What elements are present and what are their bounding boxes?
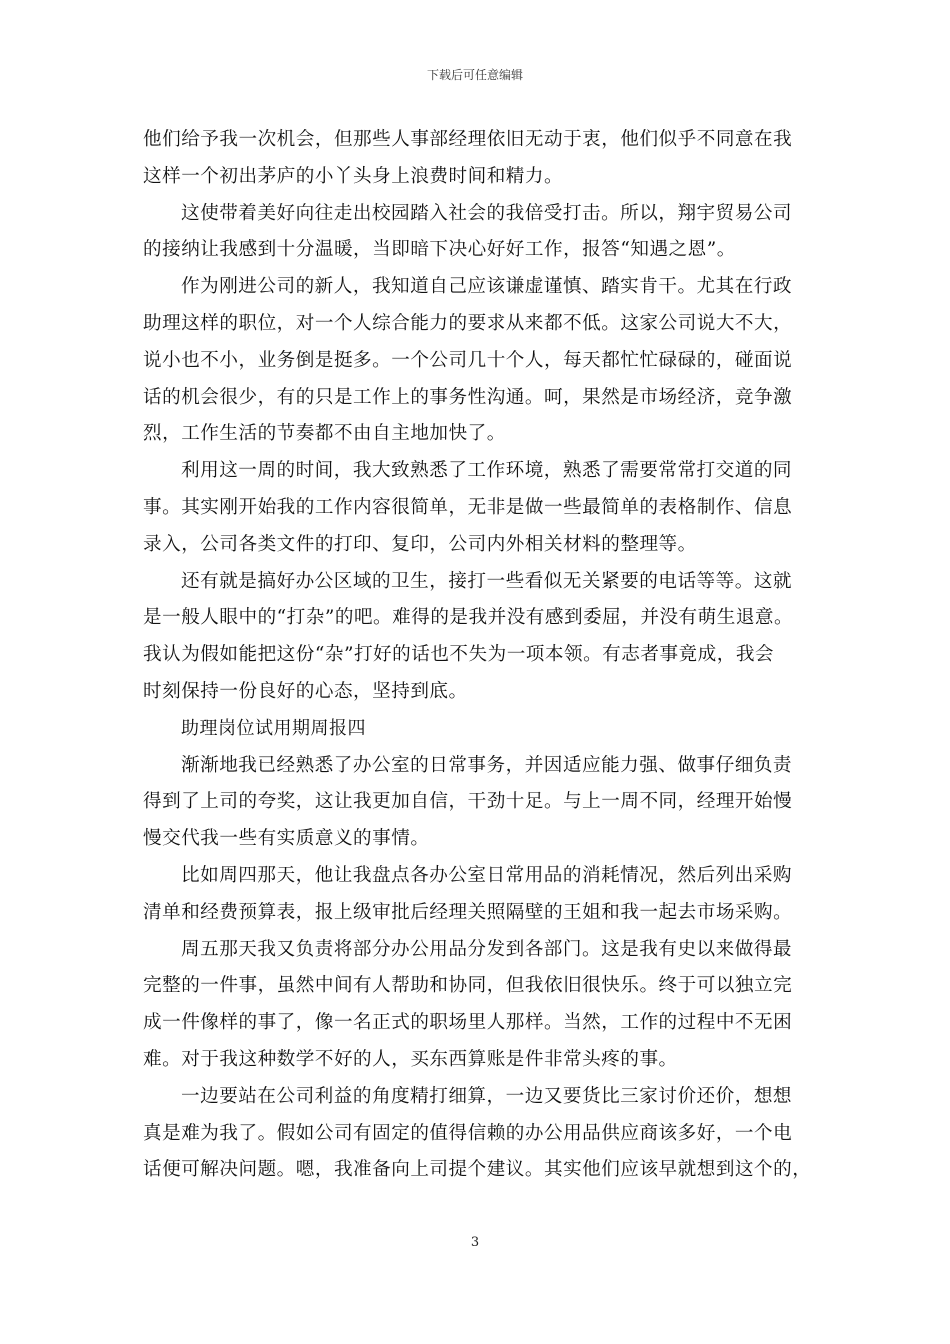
text-line: 真是难为我了。假如公司有固定的值得信赖的办公用品供应商该多好，一个电 — [143, 1122, 793, 1144]
text-line: 作为刚进公司的新人，我知道自己应该谦虚谨慎、踏实肯干。尤其在行政 — [181, 276, 793, 298]
text-line: 说小也不小，业务倒是挺多。一个公司几十个人，每天都忙忙碌碌的，碰面说 — [143, 349, 793, 371]
text-line: 周五那天我又负责将部分办公用品分发到各部门。这是我有史以来做得最 — [181, 938, 793, 960]
text-line: 利用这一周的时间，我大致熟悉了工作环境，熟悉了需要常常打交道的同 — [181, 460, 793, 482]
section-heading: 助理岗位试用期周报四 — [181, 717, 366, 739]
text-line: 这使带着美好向往走出校园踏入社会的我倍受打击。所以，翔宇贸易公司 — [181, 202, 793, 224]
text-line: 烈，工作生活的节奏都不由自主地加快了。 — [143, 423, 506, 445]
text-line: 得到了上司的夸奖，这让我更加自信，干劲十足。与上一周不同，经理开始慢 — [143, 791, 793, 813]
text-line: 话便可解决问题。嗯，我准备向上司提个建议。其实他们应该早就想到这个的， — [143, 1159, 812, 1181]
text-line: 他们给予我一次机会，但那些人事部经理依旧无动于衷，他们似乎不同意在我 — [143, 129, 793, 150]
text-line: 的接纳让我感到十分温暖，当即暗下决心好好工作，报答“知遇之恩”。 — [143, 239, 736, 261]
text-line: 渐渐地我已经熟悉了办公室的日常事务，并因适应能力强、做事仔细负责 — [181, 754, 793, 776]
text-line: 是一般人眼中的“打杂”的吧。难得的是我并没有感到委屈，并没有萌生退意。 — [143, 607, 794, 629]
text-line: 清单和经费预算表，报上级审批后经理关照隔壁的王姐和我一起去市场采购。 — [143, 901, 793, 923]
page-number: 3 — [470, 1235, 480, 1250]
text-line: 还有就是搞好办公区域的卫生，接打一些看似无关紧要的电话等等。这就 — [181, 570, 793, 592]
text-line: 难。对于我这种数学不好的人，买东西算账是件非常头疼的事。 — [143, 1048, 678, 1070]
text-line: 助理这样的职位，对一个人综合能力的要求从来都不低。这家公司说大不大， — [143, 312, 793, 334]
text-line: 录入，公司各类文件的打印、复印，公司内外相关材料的整理等。 — [143, 533, 697, 555]
text-line: 事。其实刚开始我的工作内容很简单，无非是做一些最简单的表格制作、信息 — [143, 496, 793, 518]
text-line: 一边要站在公司利益的角度精打细算，一边又要货比三家讨价还价，想想 — [181, 1085, 793, 1107]
text-line: 这样一个初出茅庐的小丫头身上浪费时间和精力。 — [143, 165, 564, 187]
text-line: 时刻保持一份良好的心态，坚持到底。 — [143, 680, 468, 702]
text-line: 完整的一件事，虽然中间有人帮助和协同，但我依旧很快乐。终于可以独立完 — [143, 975, 793, 997]
text-line: 话的机会很少，有的只是工作上的事务性沟通。呵，果然是市场经济，竞争激 — [143, 386, 793, 408]
text-line: 成一件像样的事了，像一名正式的职场里人那样。当然，工作的过程中不无困 — [143, 1012, 793, 1034]
text-line: 比如周四那天，他让我盘点各办公室日常用品的消耗情况，然后列出采购 — [181, 864, 793, 886]
text-line: 慢交代我一些有实质意义的事情。 — [143, 828, 430, 850]
page-header: 下载后可任意编辑 — [426, 68, 523, 82]
text-line: 我认为假如能把这份“杂”打好的话也不失为一项本领。有志者事竟成，我会 — [143, 644, 775, 666]
document-body — [143, 122, 823, 1189]
